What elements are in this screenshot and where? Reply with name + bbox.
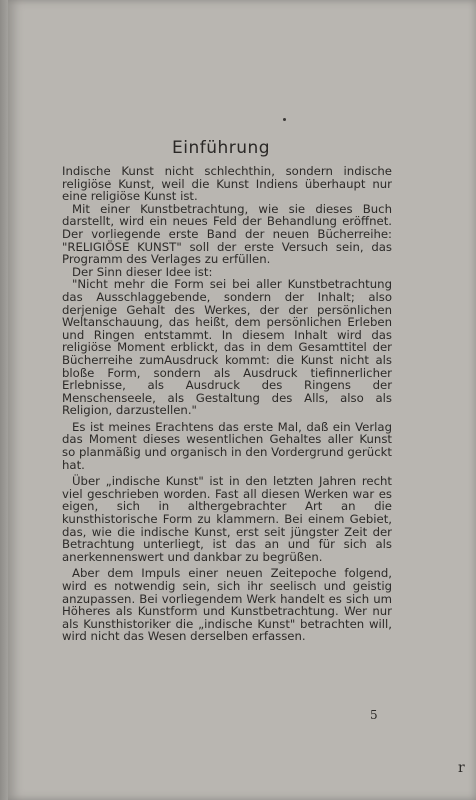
corner-mark: r: [458, 760, 465, 776]
paragraph-6: Über „indische Kunst" ist in den letzten Jahren recht viel geschrieben worden. Fast all diesen Werken war es eigen, sich in althergebrachter Art an die kunsthistorische Form zu klammern. Bei einem Gebiet, das, wie die indische Kunst, erst seit jüngster Zeit der Betrachtung unterliegt, ist das an und für sich als anerkennenswert und dankbar zu begrüßen.: [62, 474, 392, 564]
page-title: Einführung: [172, 138, 271, 158]
paragraph-5: Es ist meines Erachtens das erste Mal, daß ein Verlag das Moment dieses wesentlichen Gehaltes aller Kunst so planmäßig und organisch in den Vordergrund gerückt hat.: [62, 419, 392, 472]
page-number: 5: [370, 708, 378, 722]
paragraph-quote: "Nicht mehr die Form sei bei aller Kunstbetrachtung das Ausschlaggebende, sondern der Inhalt; also derjenige Gehalt des Werkes, der der persönlichen Weltanschauung, das heißt, dem persönlichen Erleben und Ringen entstammt. In diesem Inhalt wird das religiöse Moment erblickt, das in dem Gesamttitel der Bücherreihe zumAusdruck kommt: die Kunst nicht als bloße Form, sondern als Ausdruck tiefinnerlicher Erlebnisse, als Ausdruck des Ringens der Menschenseele, als Gestaltung des Alls, also als Religion, darzustellen.": [62, 277, 392, 418]
paragraph-3: Der Sinn dieser Idee ist:: [72, 264, 213, 279]
paragraph-2: Mit einer Kunstbetrachtung, wie sie dieses Buch darstellt, wird ein neues Feld der Behandlung eröffnet. Der vorliegende erste Band der neuen Bücherreihe: "RELIGIÖSE KUNST" soll der erste Versuch sein, das Programm des Verlages zu erfüllen.: [62, 201, 392, 267]
body-text: [62, 165, 392, 643]
paragraph-intro: Indische Kunst nicht schlechthin, sondern indische religiöse Kunst, weil die Kunst Indiens überhaupt nur eine religiöse Kunst ist.: [62, 164, 392, 204]
paragraph-7: Aber dem Impuls einer neuen Zeitepoche folgend, wird es notwendig sein, sich ihr seelisch und geistig anzupassen. Bei vorliegendem Werk handelt es sich um Höheres als Kunstform und Kunstbetrachtung. Wer nur als Kunsthistoriker die „indische Kunst" betrachten will, wird nicht das Wesen derselben erfassen.: [62, 566, 392, 644]
ink-dot: [283, 118, 286, 121]
